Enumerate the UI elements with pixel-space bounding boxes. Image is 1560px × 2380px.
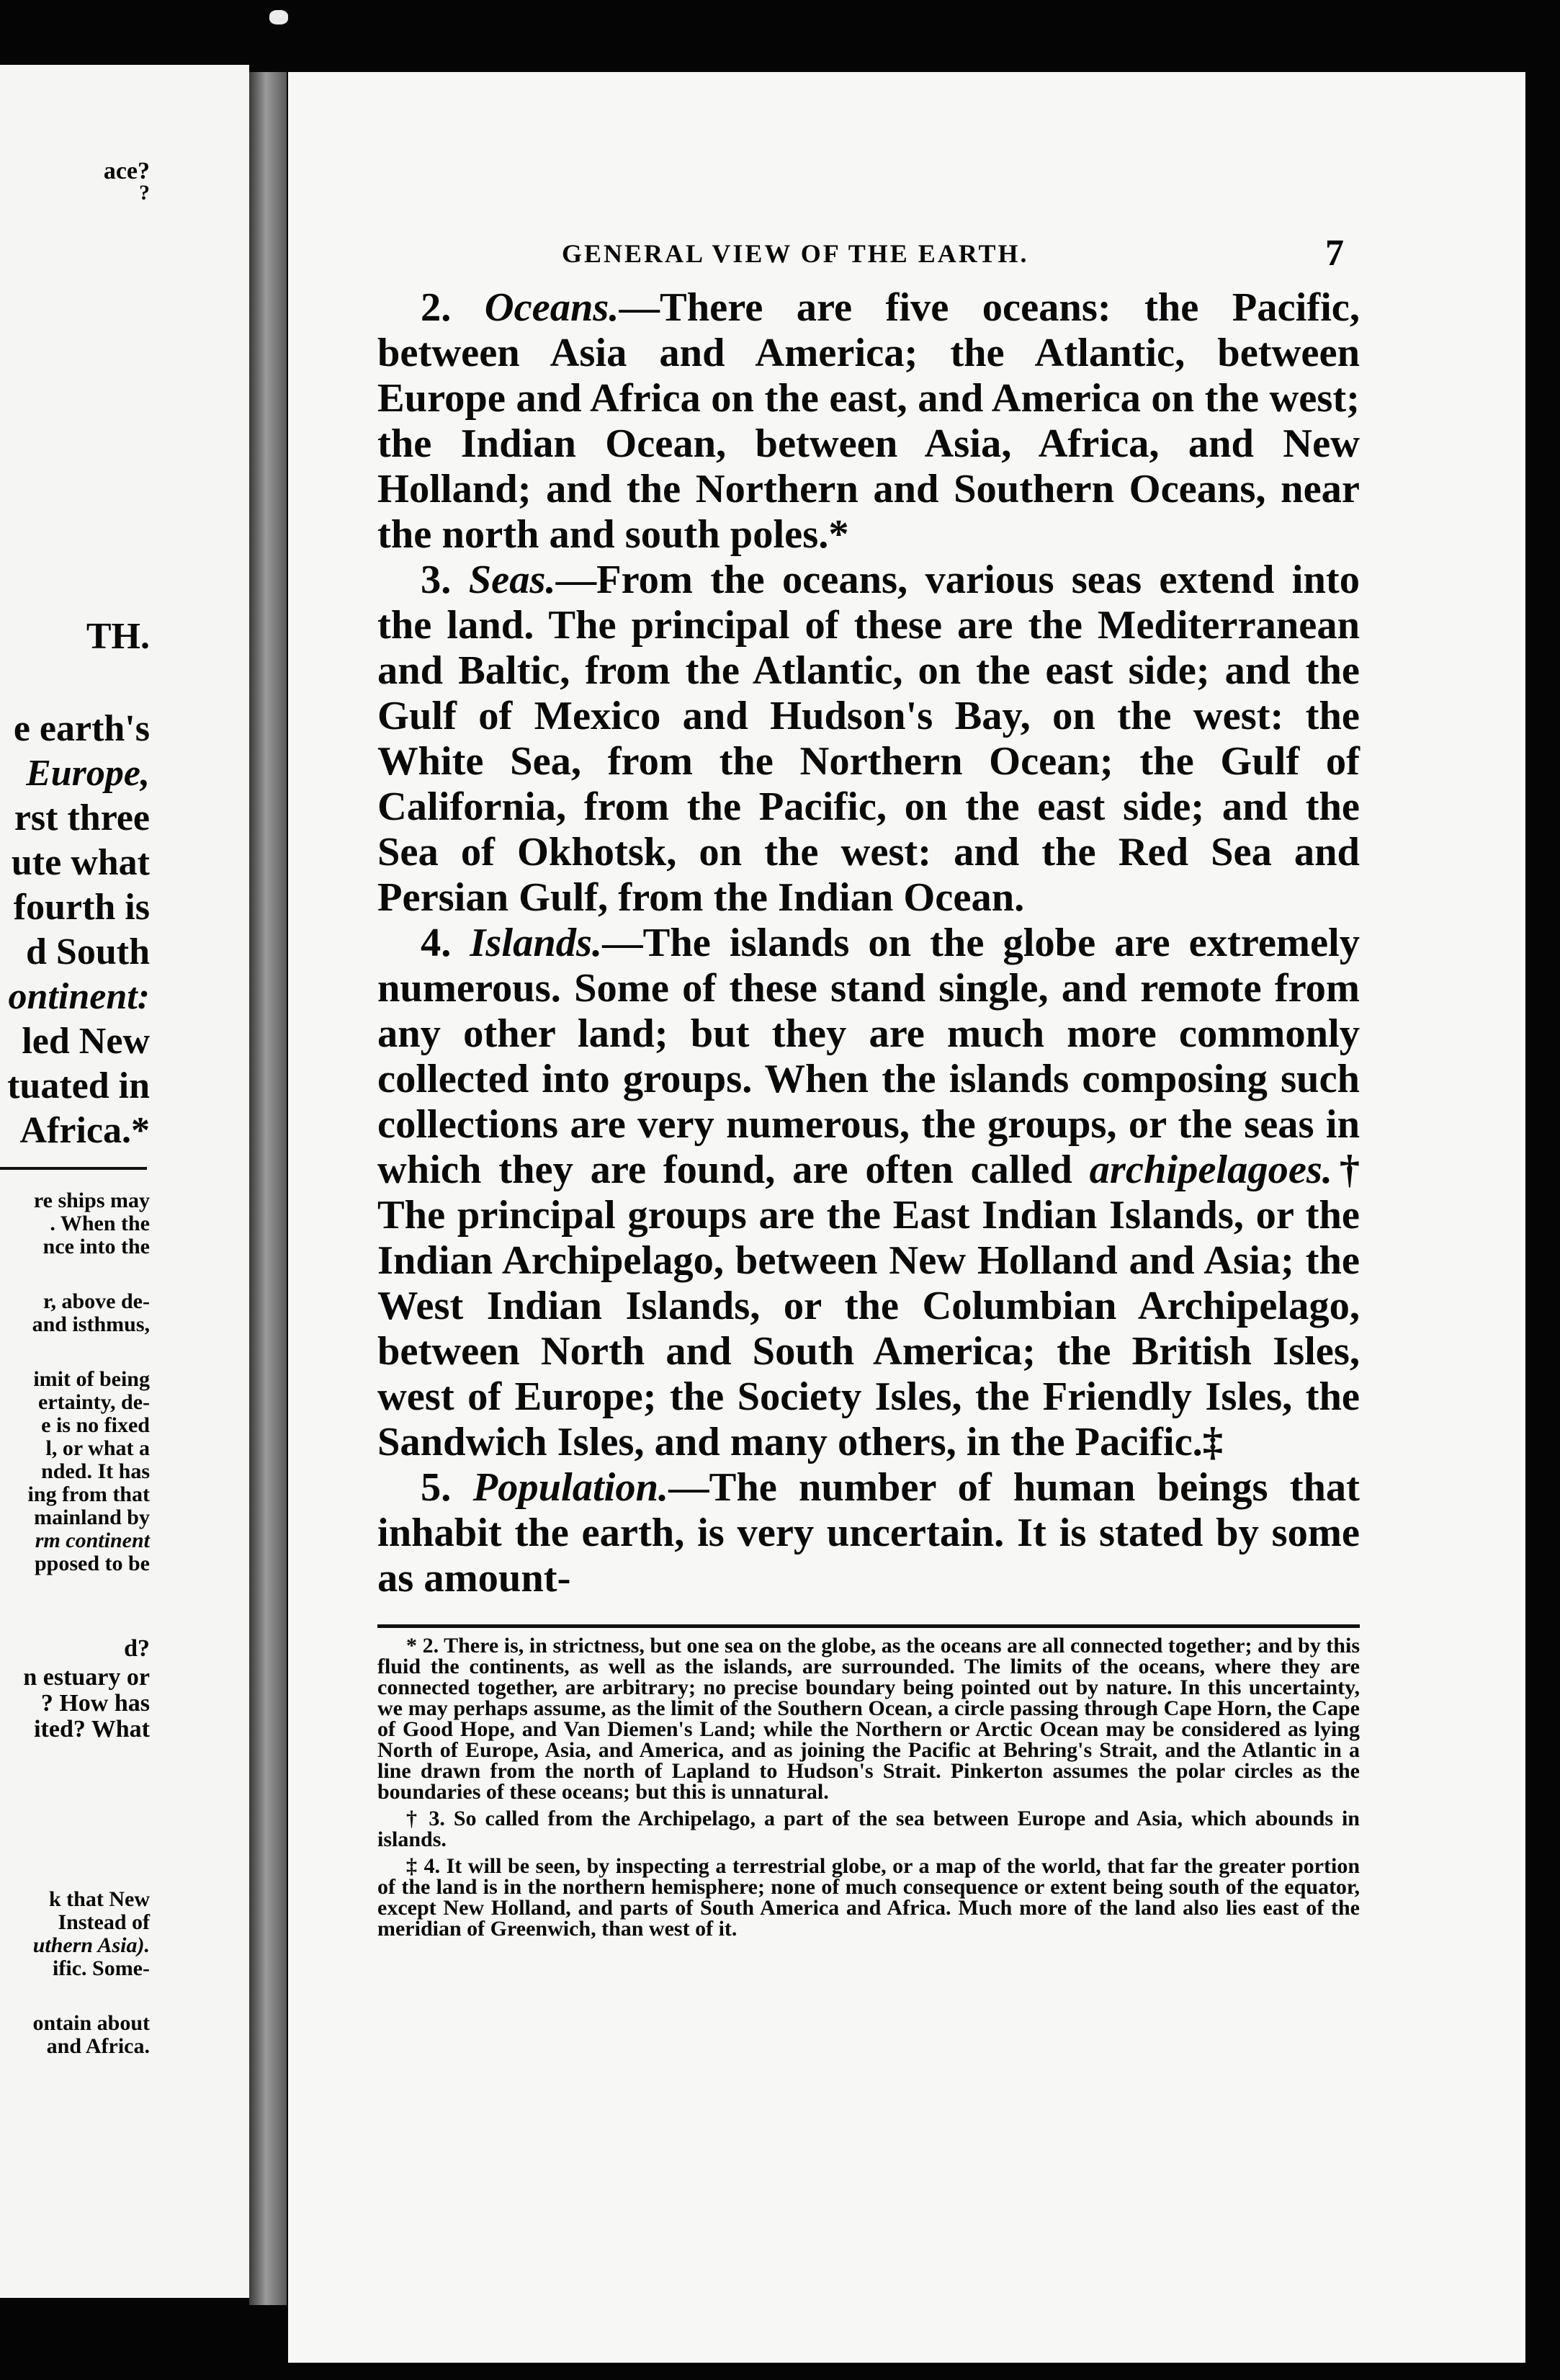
left-note-line: ific. Some- — [53, 1956, 150, 1980]
left-line: rst three — [14, 797, 150, 838]
paragraph-text: —There are five oceans: the Pacific, between Asia and America; the Atlantic, between Europe and Africa on the east, and America on the west; the Indian Ocean, between Asia, Africa, and New Holland; and the Northern and Southern Oceans, near the north and south poles.* — [377, 285, 1360, 557]
paragraph-seas — [377, 558, 1360, 921]
left-line: fourth is — [13, 887, 150, 928]
left-line: ? — [139, 181, 150, 205]
footnote: † 3. So called from the Archipelago, a part of the sea between Europe and Asia, which abounds in islands. — [377, 1807, 1360, 1851]
paragraph-term: archipelagoes. — [1089, 1148, 1333, 1192]
paragraph-oceans — [377, 285, 1360, 558]
edge-mark — [269, 10, 288, 24]
left-note-line: l, or what a — [45, 1436, 150, 1460]
footnote-rule — [377, 1624, 1360, 1628]
left-note-line: ited? What — [34, 1716, 150, 1742]
paragraph-text: —From the oceans, various seas extend into the land. The principal of these are the Mediterranean and Baltic, from the Atlantic, on the east side; and the Gulf of Mexico and Hudson's Bay, on the west: the White Sea, from the Northern Ocean; the Gulf of California, from the Pacific, on the east side; and the Sea of Okhotsk, on the west: and the Red Sea and Persian Gulf, from the Indian Ocean. — [377, 558, 1360, 920]
left-line: tuated in — [7, 1065, 150, 1106]
left-line: Europe, — [26, 753, 150, 794]
paragraph-title: Islands. — [470, 921, 603, 965]
paragraph-population — [377, 1465, 1360, 1601]
left-note-line: re ships may — [33, 1189, 150, 1212]
paragraph-title: Oceans. — [484, 285, 619, 330]
left-line: Africa.* — [19, 1110, 150, 1151]
left-note-line: imit of being — [33, 1367, 150, 1391]
left-note-line: . When the — [50, 1212, 150, 1235]
left-note-line: Instead of — [58, 1910, 150, 1934]
left-note-line: and Africa. — [46, 2034, 150, 2058]
left-note-line: and isthmus, — [32, 1312, 150, 1336]
left-note-line: mainland by — [34, 1506, 150, 1529]
body-text — [377, 285, 1360, 1601]
book-gutter — [249, 72, 287, 2305]
paragraph-title: Seas. — [468, 558, 556, 602]
page-header — [288, 232, 1525, 275]
left-note-line: d? — [124, 1635, 150, 1662]
left-note-line: r, above de- — [42, 1289, 150, 1313]
left-line: ontinent: — [8, 976, 150, 1017]
left-note-line: e is no fixed — [41, 1413, 150, 1437]
paragraph-text: —The number of human beings that inhabit the earth, is very uncertain. It is stated by some as amount- — [377, 1465, 1360, 1601]
left-page — [0, 65, 249, 2298]
left-line: e earth's — [13, 708, 150, 749]
book-page — [288, 72, 1525, 2363]
footnote: * 2. There is, in strictness, but one sea on the globe, as the oceans are all connected together; and by this fluid the continents, as well as the islands, are surrounded. The limits of the oceans, where they are connected together, are arbitrary; no precise boundary being pointed out by nature. In this uncertainty, we may perhaps assume, as the limit of the Southern Ocean, a circle passing through Cape Horn, the Cape of Good Hope, and Van Diemen's Land; while the Northern or Arctic Ocean may be considered as lying North of Europe, Asia, and America, and as joining the Pacific at Behring's Strait, and the Atlantic in a line drawn from the north of Lapland to Hudson's Strait. Pinkerton assumes the polar circles as the boundaries of these oceans; but this is unnatural. — [377, 1634, 1360, 1804]
left-note-line: n estuary or — [23, 1664, 150, 1691]
page-number: 7 — [1325, 233, 1344, 274]
footnote: ‡ 4. It will be seen, by inspecting a terrestrial globe, or a map of the world, that far the greater portion of the land is in the northern hemisphere; none of much consequence or extent being south of the equator, except New Holland, and parts of South America and Africa. Much more of the land also lies east of the meridian of Greenwich, than west of it. — [377, 1854, 1360, 1941]
paragraph-text: † The principal groups are the East Indian Islands, or the Indian Archipelago, between New Holland and Asia; the West Indian Islands, or the Columbian Archipelago, between North and South America; the British Isles, west of Europe; the Society Isles, the Friendly Isles, the Sandwich Isles, and many others, in the Pacific.‡ — [377, 1148, 1360, 1464]
left-line: TH. — [86, 616, 150, 657]
paragraph-number: 3. — [421, 558, 452, 602]
paragraph-number: 4. — [421, 921, 452, 965]
left-note-line: ing from that — [27, 1482, 150, 1506]
left-note-line: ontain about — [32, 2011, 150, 2035]
left-rule — [0, 1167, 147, 1170]
paragraph-title: Population. — [472, 1465, 669, 1510]
left-line: ute what — [11, 842, 150, 883]
paragraph-text: —The islands on the globe are extremely numerous. Some of these stand single, and remote from any other land; but they are much more commonly collected into groups. When the islands composing such collections are very numerous, the groups, or the seas in which they are found, are often called — [377, 921, 1360, 1192]
left-line: ace? — [103, 158, 150, 184]
footnotes — [377, 1635, 1360, 1945]
left-note-line: nce into the — [42, 1235, 150, 1258]
paragraph-number: 5. — [421, 1465, 452, 1510]
left-note-line: k that New — [49, 1887, 150, 1911]
left-note-line: nded. It has — [41, 1459, 150, 1483]
paragraph-islands — [377, 921, 1360, 1465]
left-note-line: rm continent — [35, 1529, 150, 1552]
left-note-line: ertainty, de- — [38, 1390, 150, 1414]
left-note-line: uthern Asia). — [32, 1933, 150, 1957]
running-head: GENERAL VIEW OF THE EARTH. — [562, 239, 1029, 268]
left-line: led New — [22, 1021, 150, 1062]
left-note-line: ? How has — [40, 1690, 150, 1717]
left-line: d South — [26, 931, 150, 972]
paragraph-number: 2. — [421, 285, 452, 330]
left-note-line: pposed to be — [34, 1552, 150, 1575]
